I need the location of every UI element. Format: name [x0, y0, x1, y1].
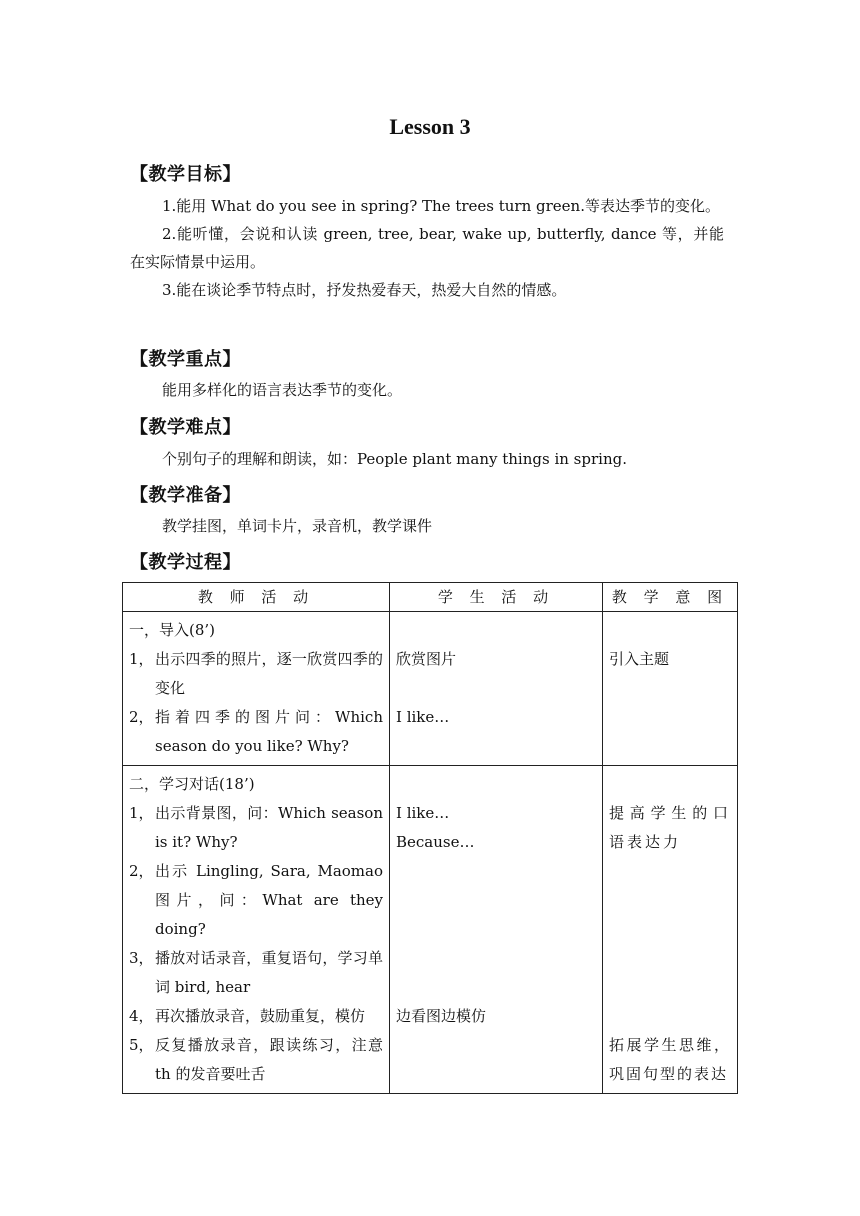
- teaching-intent: 提高学生的口语表达力: [609, 804, 731, 851]
- key-points-text: 能用多样化的语言表达季节的变化。: [162, 381, 403, 399]
- student-cell: [390, 766, 603, 1094]
- header-teaching-intent: 教 学 意 图: [603, 583, 738, 612]
- table-header-row: [123, 583, 738, 612]
- teacher-step: 1， 出示背景图，问：Which season is it? Why?: [129, 804, 383, 851]
- student-activity: Because…: [396, 833, 475, 851]
- teacher-step: 3， 播放对话录音，重复语句，学习单词 bird, hear: [129, 949, 383, 996]
- section-title: 二，学习对话(18’): [129, 775, 255, 793]
- intent-cell: [603, 612, 738, 766]
- objective-item: 3.能在谈论季节特点时，抒发热爱春天，热爱大自然的情感。: [162, 281, 567, 299]
- objectives-heading: 【教学目标】: [130, 164, 241, 185]
- difficulties-text: 个别句子的理解和朗读，如：People plant many things in spring.: [162, 450, 627, 468]
- header-student-activity: 学 生 活 动: [390, 583, 603, 612]
- process-table: [122, 582, 738, 1094]
- teacher-step: 4， 再次播放录音，鼓励重复，模仿: [129, 1007, 366, 1025]
- student-activity: I like…: [396, 708, 450, 726]
- objective-item: 1.能用 What do you see in spring? The trees turn green.等表达季节的变化。: [162, 197, 720, 215]
- student-cell: [390, 612, 603, 766]
- objective-item: 2.能听懂，会说和认读 green, tree, bear, wake up, butterfly, dance 等，并能在实际情景中运用。: [130, 225, 724, 271]
- student-activity: 欣赏图片: [396, 650, 457, 668]
- section-title: 一，导入(8’): [129, 621, 216, 639]
- preparation-heading: 【教学准备】: [130, 485, 241, 506]
- teacher-step: 5， 反复播放录音，跟读练习，注意 th 的发音要吐舌: [129, 1036, 383, 1083]
- table-row: [123, 612, 738, 766]
- intent-cell: [603, 766, 738, 1094]
- preparation-text: 教学挂图，单词卡片，录音机，教学课件: [162, 517, 433, 535]
- teacher-cell: [123, 766, 390, 1094]
- teaching-intent: 拓展学生思维，巩固句型的表达: [609, 1036, 731, 1083]
- student-activity: 边看图边模仿: [396, 1007, 487, 1025]
- teacher-step: 1， 出示四季的照片，逐一欣赏四季的变化: [129, 650, 383, 697]
- objectives-list: [130, 192, 724, 304]
- key-points-heading: 【教学重点】: [130, 349, 241, 370]
- header-teacher-activity: 教 师 活 动: [123, 583, 390, 612]
- student-activity: I like…: [396, 804, 450, 822]
- teacher-cell: [123, 612, 390, 766]
- teacher-step: 2， 指着四季的图片问：Which season do you like? Why?: [129, 708, 383, 755]
- teaching-intent: 引入主题: [609, 650, 670, 668]
- teacher-step: 2， 出示 Lingling, Sara, Maomao 图片，问：What are they doing?: [129, 862, 383, 938]
- table-row: [123, 766, 738, 1094]
- lesson-title: Lesson 3: [389, 114, 471, 139]
- process-heading: 【教学过程】: [130, 552, 241, 573]
- difficulties-heading: 【教学难点】: [130, 417, 241, 438]
